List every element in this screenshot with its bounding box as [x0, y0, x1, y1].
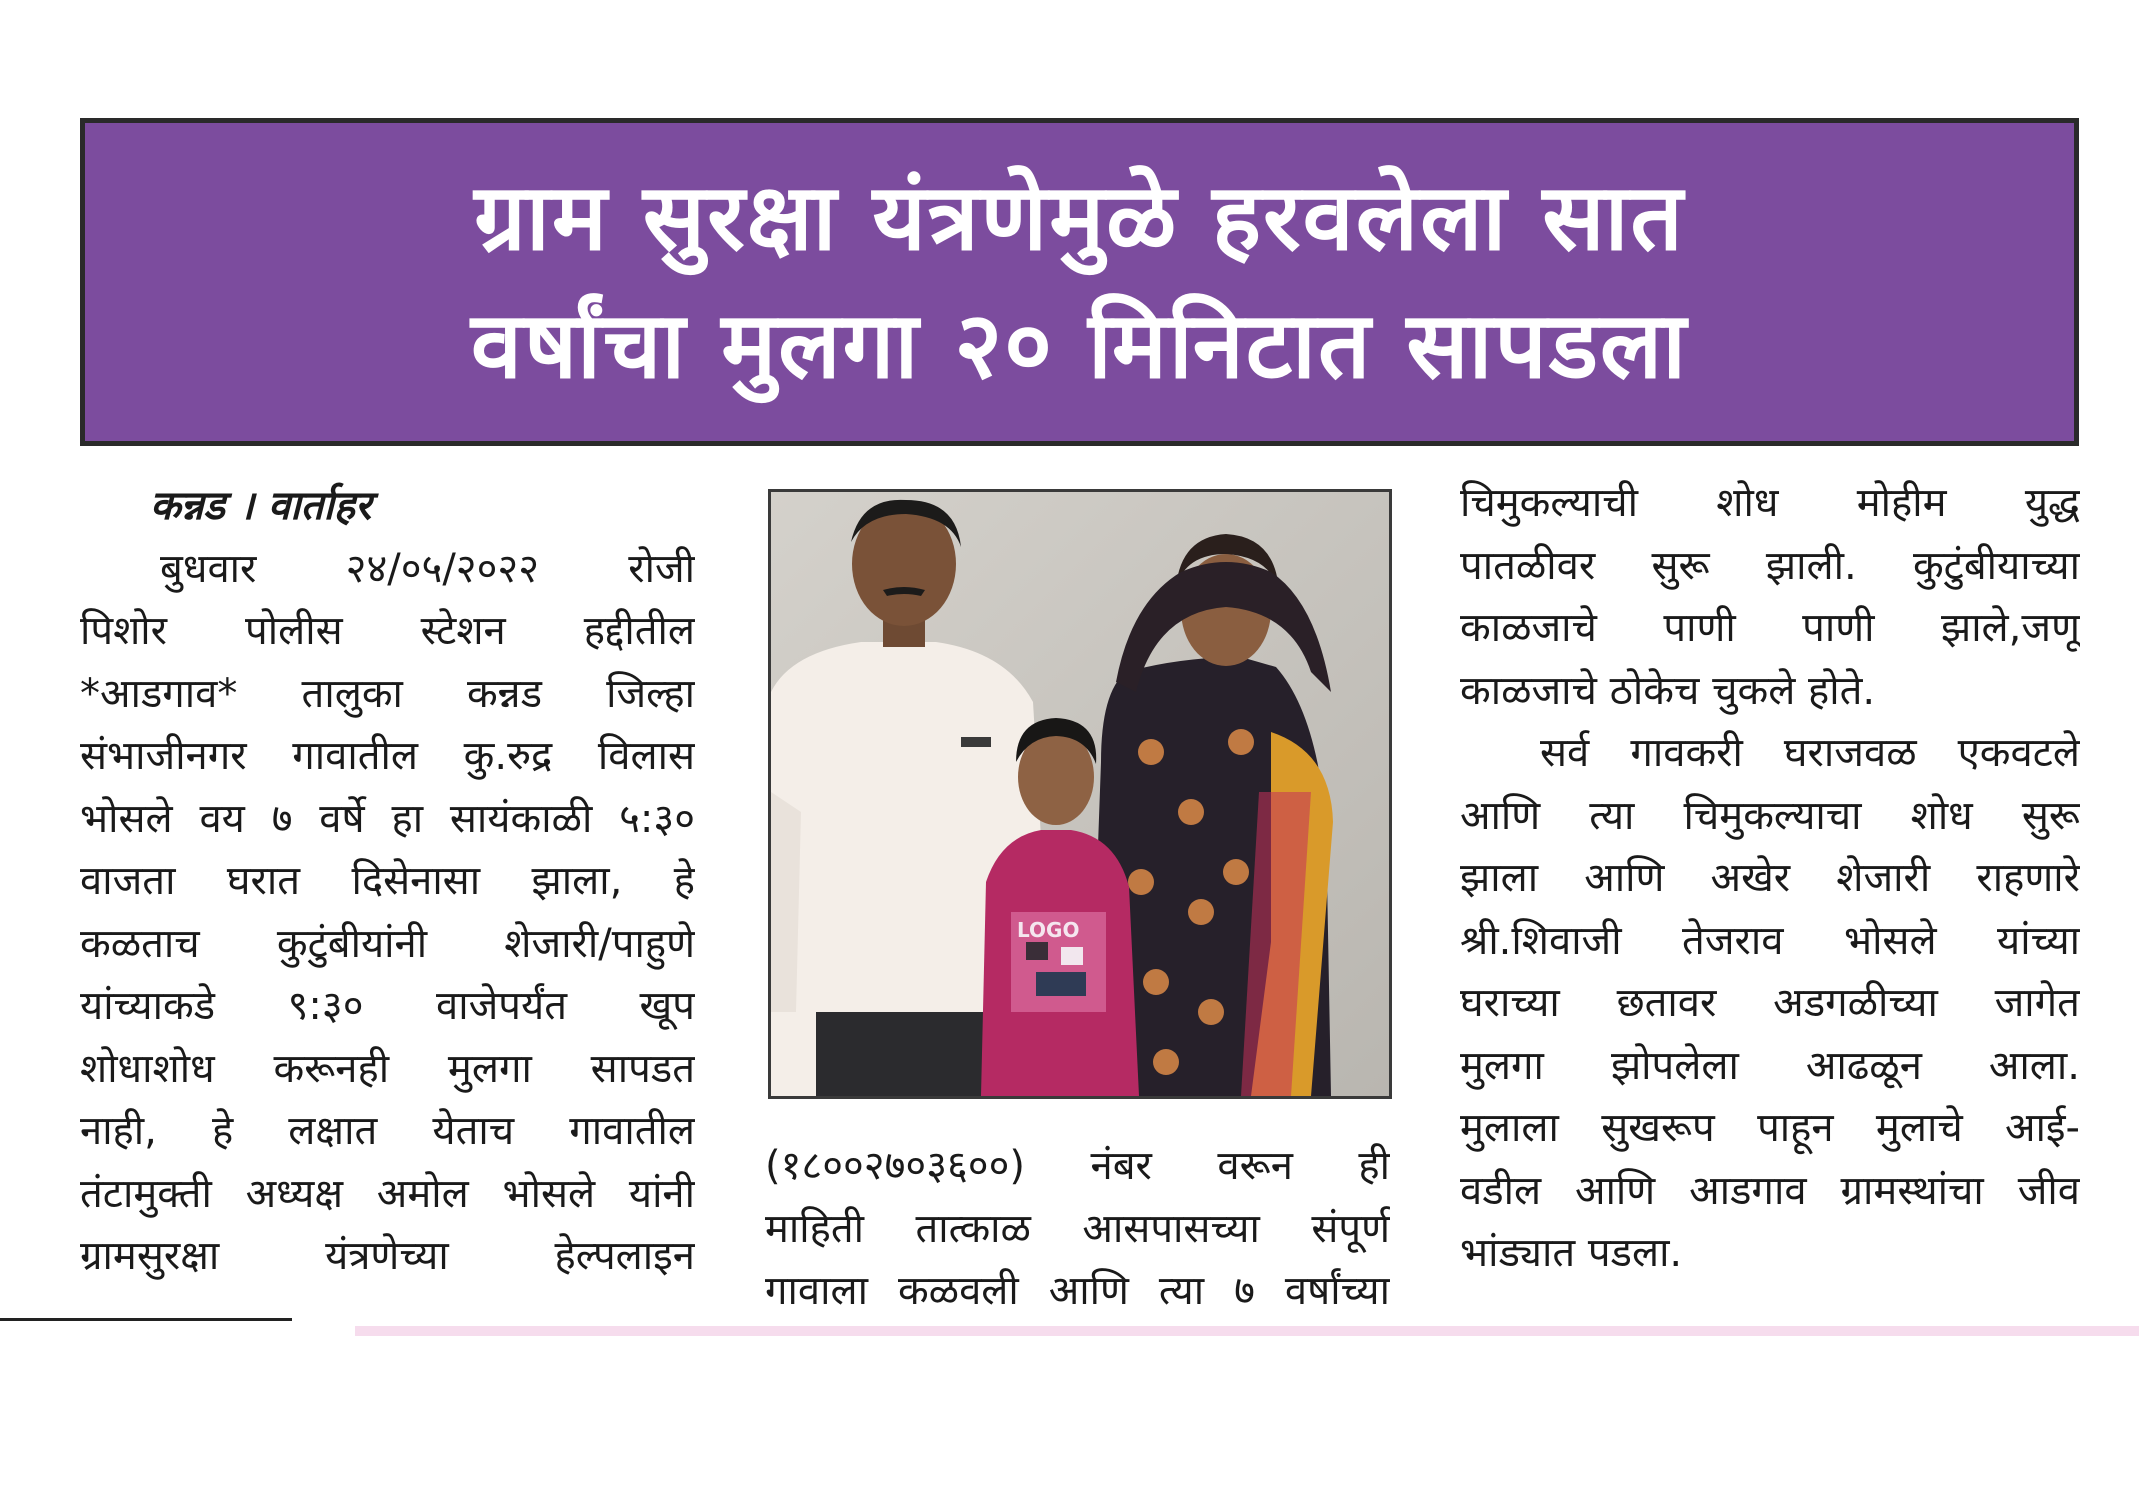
text-line: घराच्या छतावर अडगळीच्या जागेत [1460, 980, 2080, 1026]
column-end-rule [0, 1318, 292, 1321]
family-photo [768, 489, 1392, 1099]
text-line: संभाजीनगर गावातील कु.रुद्र विलास [80, 733, 695, 779]
article-column-middle [765, 1135, 1390, 1323]
page-divider-rule [355, 1326, 2139, 1336]
text-line: मुलाला सुखरूप पाहून मुलाचे आई- [1460, 1105, 2080, 1151]
text-line: (१८००२७०३६००) नंबर वरून ही [765, 1143, 1390, 1189]
text-line: पिशोर पोलीस स्टेशन हद्दीतील [80, 608, 695, 654]
text-line: वडील आणि आडगाव ग्रामस्थांचा जीव [1460, 1167, 2080, 1214]
text-line: सर्व गावकरी घराजवळ एकवटले [1540, 730, 2080, 776]
text-line: यांच्याकडे ९:३० वाजेपर्यंत खूप [80, 983, 695, 1029]
text-line: माहिती तात्काळ आसपासच्या संपूर्ण [765, 1205, 1390, 1252]
text-line: काळजाचे ठोकेच चुकले होते. [1460, 667, 1876, 714]
text-line: नाही, हे लक्षात येताच गावातील [80, 1108, 695, 1154]
text-line: *आडगाव* तालुका कन्नड जिल्हा [80, 670, 695, 717]
text-line: तंटामुक्ती अध्यक्ष अमोल भोसले यांनी [80, 1170, 695, 1217]
headline-line-2: वर्षांचा मुलगा २० मिनिटात सापडला [470, 292, 1689, 399]
article-column-left [80, 475, 695, 1288]
headline-banner [80, 118, 2079, 446]
text-line: भोसले वय ७ वर्षे हा सायंकाळी ५:३० [80, 795, 695, 842]
text-line: झाला आणि अखेर शेजारी राहणारे [1460, 855, 2080, 901]
text-line: ग्रामसुरक्षा यंत्रणेच्या हेल्पलाइन [80, 1233, 695, 1279]
text-line: काळजाचे पाणी पाणी झाले,जणू [1460, 605, 2080, 651]
text-line: आणि त्या चिमुकल्याचा शोध सुरू [1460, 792, 2080, 839]
text-line: मुलगा झोपलेला आढळून आला. [1460, 1042, 2080, 1089]
text-line: शोधाशोध करूनही मुलगा सापडत [80, 1045, 695, 1092]
text-line: भांड्यात पडला. [1460, 1230, 1683, 1276]
headline-line-1: ग्राम सुरक्षा यंत्रणेमुळे हरवलेला सात [474, 164, 1685, 271]
text-line: कळताच कुटुंबीयांनी शेजारी/पाहुणे [80, 920, 695, 967]
family-photo-illustration [771, 492, 1389, 1096]
text-line: श्री.शिवाजी तेजराव भोसले यांच्या [1460, 917, 2080, 964]
text-line: गावाला कळवली आणि त्या ७ वर्षांच्या [765, 1268, 1390, 1314]
text-line: बुधवार २४/०५/२०२२ रोजी [160, 545, 695, 592]
text-line: चिमुकल्याची शोध मोहीम युद्ध [1460, 480, 2080, 526]
article-column-right [1460, 472, 2080, 1285]
byline: कन्नड । वार्ताहर [150, 483, 372, 529]
shirt-print-text: LOGO [1017, 918, 1080, 942]
text-line: पातळीवर सुरू झाली. कुटुंबीयाच्या [1460, 542, 2080, 589]
text-line: वाजता घरात दिसेनासा झाला, हे [80, 858, 695, 904]
